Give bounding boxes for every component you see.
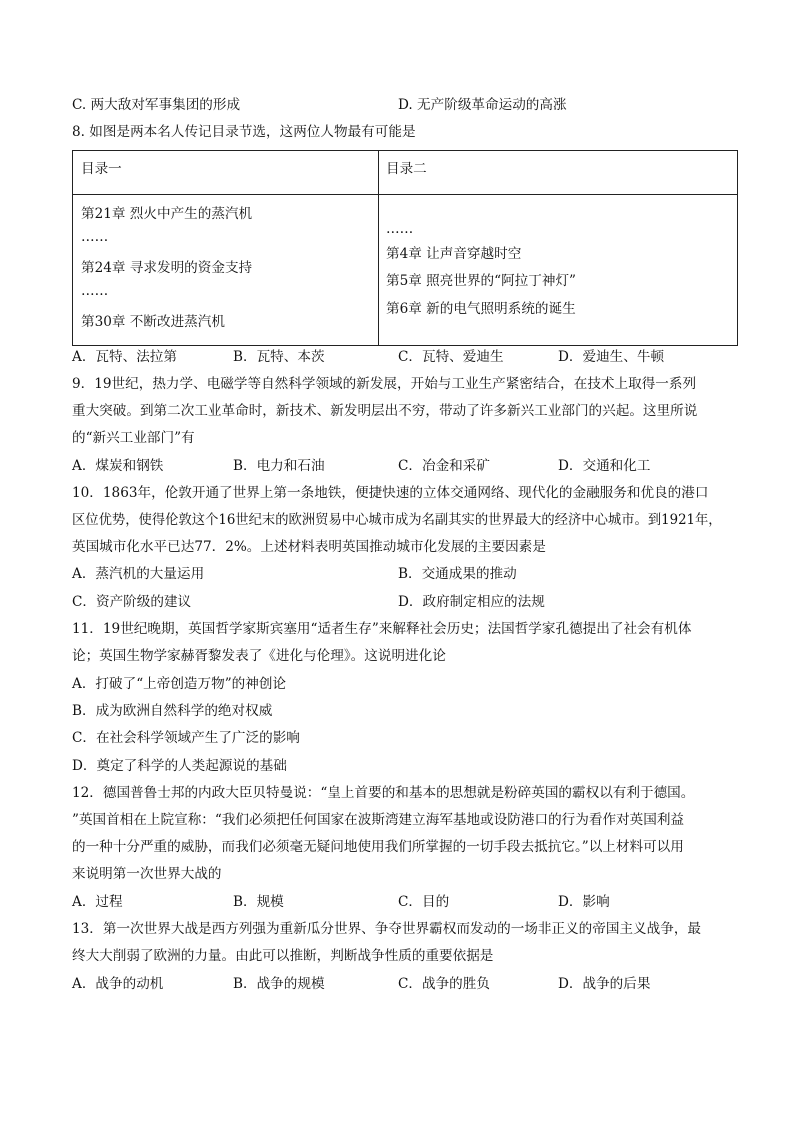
toc2-entry: 第5章 照亮世界的“阿拉丁神灯” bbox=[386, 273, 576, 289]
q9-option-b: B．电力和石油 bbox=[233, 458, 325, 474]
table-divider-vertical bbox=[378, 151, 379, 345]
q11-option-b: B．成为欧洲自然科学的绝对权威 bbox=[72, 703, 273, 719]
q9-stem-line: 的“新兴工业部门”有 bbox=[72, 430, 195, 446]
q11-stem-line: 论；英国生物学家赫胥黎发表了《进化与伦理》。这说明进化论 bbox=[72, 648, 446, 664]
q13-option-a: A．战争的动机 bbox=[72, 976, 164, 992]
q7-option-d: D. 无产阶级革命运动的高涨 bbox=[398, 97, 567, 113]
q12-stem-line: 来说明第一次世界大战的 bbox=[72, 866, 222, 882]
toc2-entry: 第6章 新的电气照明系统的诞生 bbox=[386, 301, 576, 317]
q10-option-b: B．交通成果的推动 bbox=[398, 566, 517, 582]
q10-option-c: C．资产阶级的建议 bbox=[72, 594, 192, 610]
q7-option-c: C. 两大敌对军事集团的形成 bbox=[72, 97, 241, 113]
q12-option-c: C．目的 bbox=[398, 894, 450, 910]
q8-stem: 8. 如图是两本名人传记目录节选，这两位人物最有可能是 bbox=[72, 124, 416, 140]
q12-option-d: D．影响 bbox=[558, 894, 610, 910]
q9-stem-line: 重大突破。到第二次工业革命时，新技术、新发明层出不穷，带动了许多新兴工业部门的兴起。这里所说 bbox=[72, 403, 698, 419]
q10-option-d: D．政府制定相应的法规 bbox=[398, 594, 545, 610]
q8-option-c: C．瓦特、爱迪生 bbox=[398, 349, 504, 365]
toc-header-1: 目录一 bbox=[81, 161, 122, 177]
q12-stem-line: 12．德国普鲁士邦的内政大臣贝特曼说：“皇上首要的和基本的思想就是粉碎英国的霸权以有利于德国。 bbox=[72, 785, 695, 801]
q12-stem-line: 的一种十分严重的威胁，而我们必须毫无疑问地使用我们所掌握的一切手段去抵抗它。”以上材料可以用 bbox=[72, 839, 684, 855]
q13-option-b: B．战争的规模 bbox=[233, 976, 325, 992]
table-divider-horizontal bbox=[73, 194, 737, 195]
q8-toc-table bbox=[72, 150, 738, 346]
q8-option-d: D．爱迪生、牛顿 bbox=[558, 349, 665, 365]
q10-stem-line: 英国城市化水平已达77．2%。上述材料表明英国推动城市化发展的主要因素是 bbox=[72, 539, 546, 555]
q8-option-b: B．瓦特、本茨 bbox=[233, 349, 325, 365]
toc-header-2: 目录二 bbox=[386, 161, 427, 177]
q9-option-d: D．交通和化工 bbox=[558, 458, 651, 474]
q12-option-a: A．过程 bbox=[72, 894, 123, 910]
q13-stem-line: 终大大削弱了欧洲的力量。由此可以推断，判断战争性质的重要依据是 bbox=[72, 948, 494, 964]
q12-option-b: B．规模 bbox=[233, 894, 284, 910]
toc2-entry: 第4章 让声音穿越时空 bbox=[386, 246, 522, 262]
q13-option-d: D．战争的后果 bbox=[558, 976, 651, 992]
q8-option-a: A．瓦特、法拉第 bbox=[72, 349, 177, 365]
toc1-entry: …… bbox=[81, 283, 109, 299]
q9-option-a: A．煤炭和钢铁 bbox=[72, 458, 164, 474]
q10-option-a: A．蒸汽机的大量运用 bbox=[72, 566, 205, 582]
q13-option-c: C．战争的胜负 bbox=[398, 976, 490, 992]
q11-stem-line: 11．19世纪晚期，英国哲学家斯宾塞用“适者生存”来解释社会历史；法国哲学家孔德提出了社会有机体 bbox=[72, 621, 692, 637]
toc2-entry: …… bbox=[386, 221, 414, 237]
toc1-entry: 第30章 不断改进蒸汽机 bbox=[81, 314, 225, 330]
q10-stem-line: 区位优势，使得伦敦这个16世纪末的欧洲贸易中心城市成为名副其实的世界最大的经济中心城市。到1921年， bbox=[72, 512, 722, 528]
toc1-entry: 第24章 寻求发明的资金支持 bbox=[81, 260, 253, 276]
q10-stem-line: 10．1863年，伦敦开通了世界上第一条地铁，便捷快速的立体交通网络、现代化的金融服务和优良的港口 bbox=[72, 485, 709, 501]
toc1-entry: …… bbox=[81, 229, 109, 245]
toc1-entry: 第21章 烈火中产生的蒸汽机 bbox=[81, 206, 253, 222]
q11-option-a: A．打破了“上帝创造万物”的神创论 bbox=[72, 676, 287, 692]
q9-stem-line: 9．19世纪，热力学、电磁学等自然科学领域的新发展，开始与工业生产紧密结合，在技术上取得一系列 bbox=[72, 376, 697, 392]
q11-option-c: C．在社会科学领域产生了广泛的影响 bbox=[72, 730, 300, 746]
q13-stem-line: 13．第一次世界大战是西方列强为重新瓜分世界、争夺世界霸权而发动的一场非正义的帝国主义战争，最 bbox=[72, 921, 702, 937]
q12-stem-line: ”英国首相在上院宣称：“我们必须把任何国家在波斯湾建立海军基地或设防港口的行为看作对英国利益 bbox=[72, 812, 685, 828]
q9-option-c: C．冶金和采矿 bbox=[398, 458, 490, 474]
q11-option-d: D．奠定了科学的人类起源说的基础 bbox=[72, 758, 287, 774]
